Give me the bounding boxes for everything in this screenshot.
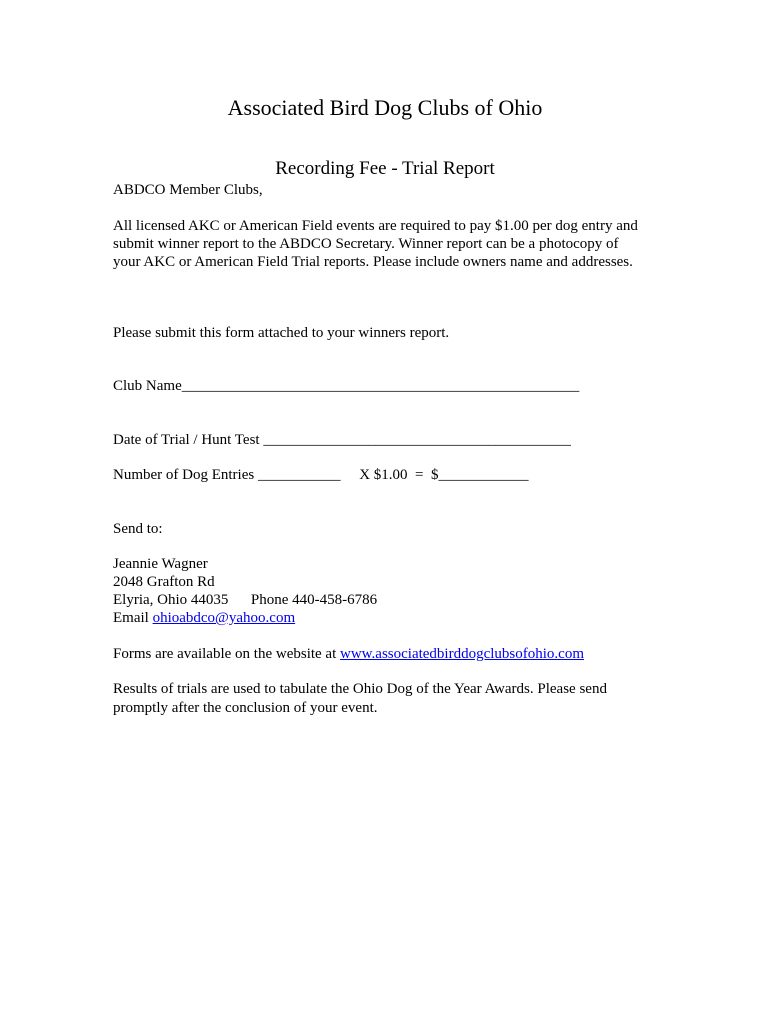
website-line — [113, 645, 584, 663]
salutation: ABDCO Member Clubs, — [113, 182, 263, 198]
contact-street: 2048 Grafton Rd — [113, 574, 215, 590]
website-prefix: Forms are available on the website at — [113, 646, 341, 662]
email-label: Email — [113, 610, 153, 626]
club-name-field: Club Name_____________________________________________________ — [113, 378, 580, 394]
results-line-1: Results of trials are used to tabulate the Ohio Dog of the Year Awards. Please send — [113, 681, 607, 697]
intro-line-1: All licensed AKC or American Field events are required to pay $1.00 per dog entry and — [113, 218, 638, 234]
results-line-2: promptly after the conclusion of your event. — [113, 700, 378, 716]
intro-line-2: submit winner report to the ABDCO Secretary. Winner report can be a photocopy of — [113, 236, 619, 252]
contact-email-line — [113, 609, 295, 627]
send-to-heading: Send to: — [113, 521, 163, 537]
document-subtitle: Recording Fee - Trial Report — [275, 158, 495, 179]
date-of-trial-field: Date of Trial / Hunt Test _________________________________________ — [113, 432, 571, 448]
document-title: Associated Bird Dog Clubs of Ohio — [227, 95, 543, 120]
contact-city-phone: Elyria, Ohio 44035 Phone 440-458-6786 — [113, 592, 378, 608]
contact-name: Jeannie Wagner — [113, 556, 208, 572]
email-link[interactable]: ohioabdco@yahoo.com — [152, 610, 296, 626]
website-link[interactable]: www.associatedbirddogclubsofohio.com — [340, 646, 584, 662]
submit-note: Please submit this form attached to your winners report. — [113, 325, 450, 341]
dog-entries-field: Number of Dog Entries ___________ X $1.00 = $____________ — [113, 467, 529, 483]
intro-line-3: your AKC or American Field Trial reports. Please include owners name and addresses. — [113, 254, 633, 270]
